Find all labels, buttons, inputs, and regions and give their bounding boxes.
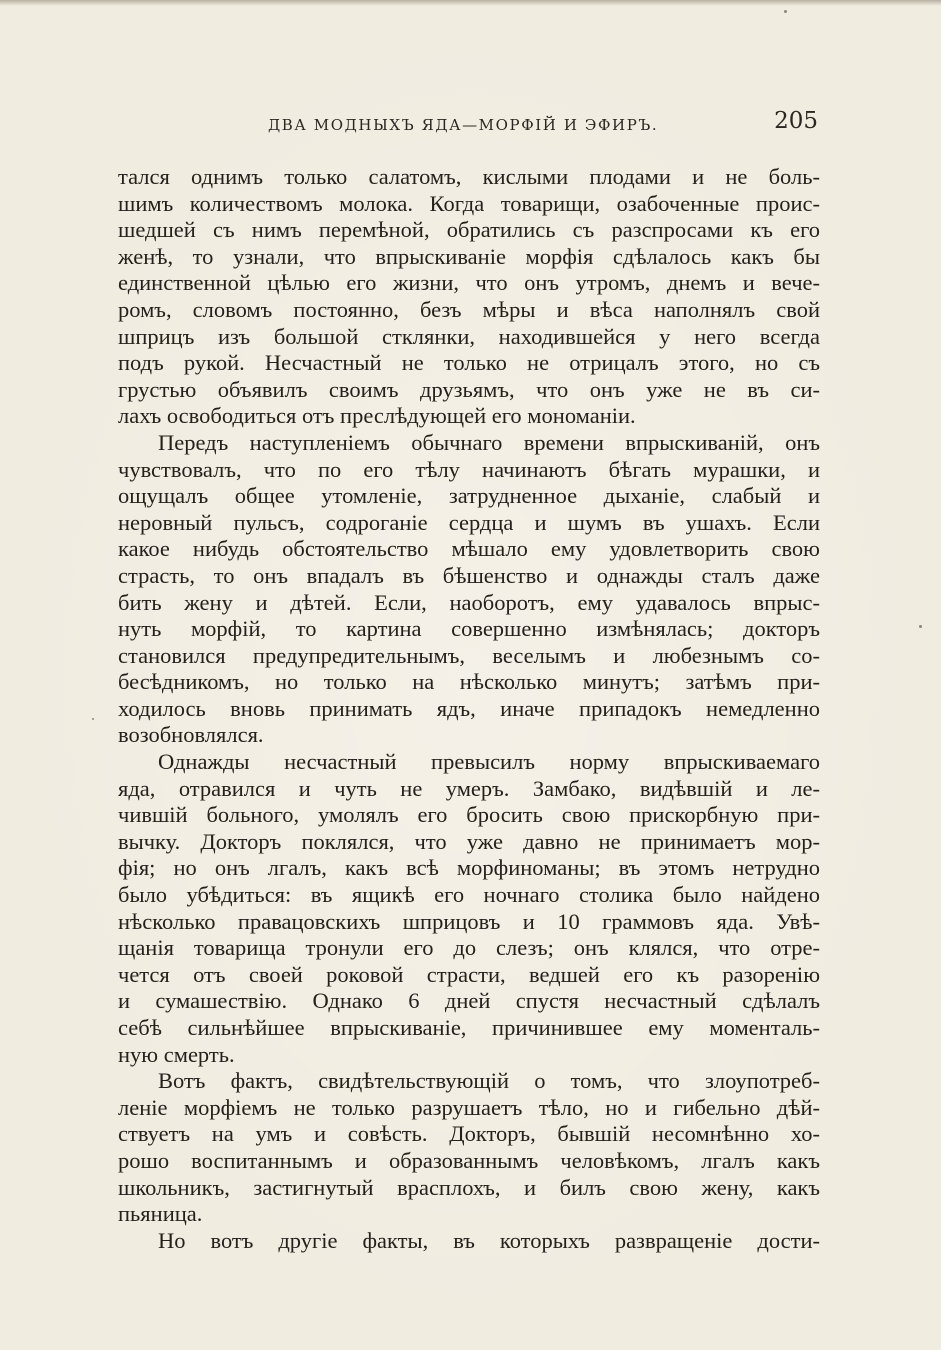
text-line: яда, отравился и чуть не умеръ. Замбако, видѣвшiй и ле- bbox=[118, 775, 820, 801]
text-line: щанiя товарища тронули его до слезъ; онъ клялся, что отре- bbox=[118, 935, 820, 961]
text-line: ленiе морфiемъ не только разрушаетъ тѣло, но и гибельно дѣй- bbox=[118, 1094, 820, 1120]
page-edge-shadow bbox=[0, 0, 941, 6]
text-line: ходилось вновь принимать ядъ, иначе припадокъ немедленно bbox=[118, 695, 820, 721]
text-line: ную смерть. bbox=[118, 1041, 235, 1067]
text-line: чившiй больного, умолялъ его бросить свою прискорбную при- bbox=[118, 802, 820, 828]
text-line: чувствовалъ, что по его тѣлу начинаютъ бѣгать мурашки, и bbox=[118, 456, 820, 482]
text-line: страсть, то онъ впадалъ въ бѣшенство и однажды сталъ даже bbox=[118, 562, 820, 588]
text-line: возобновлялся. bbox=[118, 722, 264, 748]
text-line: Но вотъ другiе факты, въ которыхъ развращенiе дости- bbox=[158, 1227, 820, 1253]
text-line: женѣ, то узнали, что впрыскиванiе морфiя сдѣлалось какъ бы bbox=[118, 243, 820, 269]
text-line: нѣсколько правацовскихъ шприцовъ и 10 граммовъ яда. Увѣ- bbox=[118, 908, 820, 934]
text-line: единственной цѣлью его жизни, что онъ утромъ, днемъ и вече- bbox=[118, 270, 820, 296]
paragraph bbox=[118, 430, 820, 749]
text-line: какое нибудь обстоятельство мѣшало ему удовлетворить свою bbox=[118, 536, 820, 562]
text-line: шприцъ изъ большой стклянки, находившейся у него всегда bbox=[118, 323, 820, 349]
text-line: ромъ, словомъ постоянно, безъ мѣры и вѣса наполнялъ свой bbox=[118, 296, 820, 322]
text-line: неровный пульсъ, содроганiе сердца и шумъ въ ушахъ. Если bbox=[118, 509, 820, 535]
body-text bbox=[118, 164, 820, 1254]
text-line: тался однимъ только салатомъ, кислыми плодами и не боль- bbox=[118, 164, 820, 189]
text-line: рошо воспитаннымъ и образованнымъ человѣкомъ, лгалъ какъ bbox=[118, 1147, 820, 1173]
text-line: было убѣдиться: въ ящикѣ его ночнаго столика было найдено bbox=[118, 882, 820, 908]
text-line: грустью объявилъ своимъ друзьямъ, что онъ уже не въ си- bbox=[118, 376, 820, 402]
paper-speck bbox=[784, 10, 787, 13]
text-line: подъ рукой. Несчастный не только не отрицалъ этого, но съ bbox=[118, 350, 820, 376]
paragraph bbox=[118, 1228, 820, 1255]
paragraph bbox=[118, 164, 820, 430]
text-line: фiя; но онъ лгалъ, какъ всѣ морфиноманы; въ этомъ нетрудно bbox=[118, 855, 820, 881]
text-line: школьникъ, застигнутый врасплохъ, и билъ свою жену, какъ bbox=[118, 1174, 820, 1200]
paper-speck bbox=[919, 625, 922, 628]
text-line: чется отъ своей роковой страсти, ведшей его къ разоренiю bbox=[118, 961, 820, 987]
text-line: шедшей съ нимъ перемѣной, обратились съ разспросами къ его bbox=[118, 217, 820, 243]
running-title: ДВА МОДНЫХЪ ЯДА—МОРФІЙ И ЭФИРЪ. bbox=[268, 116, 659, 134]
text-line: нуть морфiй, то картина совершенно измѣнялась; докторъ bbox=[118, 616, 820, 642]
text-line: Однажды несчастный превысилъ норму впрыскиваемаго bbox=[158, 749, 820, 775]
text-line: пьяница. bbox=[118, 1201, 203, 1227]
text-line: себѣ сильнѣйшее впрыскиванiе, причинившее ему моменталь- bbox=[118, 1015, 820, 1040]
text-line: Передъ наступленiемъ обычнаго времени впрыскиванiй, онъ bbox=[158, 429, 820, 455]
text-line: Вотъ фактъ, свидѣтельствующiй о томъ, что злоупотреб- bbox=[158, 1068, 820, 1094]
paragraph bbox=[118, 749, 820, 1068]
text-line: и сумашествiю. Однако 6 дней спустя несчастный сдѣлалъ bbox=[118, 988, 820, 1014]
page-number: 205 bbox=[774, 108, 818, 134]
text-line: ощущалъ общее утомленiе, затрудненное дыханiе, слабый и bbox=[118, 483, 820, 509]
text-line: бесѣдникомъ, но только на нѣсколько минутъ; затѣмъ при- bbox=[118, 669, 820, 695]
text-line: ствуетъ на умъ и совѣсть. Докторъ, бывшiй несомнѣнно хо- bbox=[118, 1121, 820, 1147]
text-line: лахъ освободиться отъ преслѣдующей его мономанiи. bbox=[118, 403, 636, 429]
text-line: бить жену и дѣтей. Если, наоборотъ, ему удавалось впрыс- bbox=[118, 589, 820, 615]
running-header bbox=[118, 108, 820, 138]
text-line: вычку. Докторъ поклялся, что уже давно не принимаетъ мор- bbox=[118, 828, 820, 854]
paper-speck bbox=[92, 718, 94, 720]
text-line: становился предупредительнымъ, веселымъ и любезнымъ со- bbox=[118, 642, 820, 668]
text-line: шимъ количествомъ молока. Когда товарищи, озабоченные проис- bbox=[118, 190, 820, 216]
paragraph bbox=[118, 1068, 820, 1228]
